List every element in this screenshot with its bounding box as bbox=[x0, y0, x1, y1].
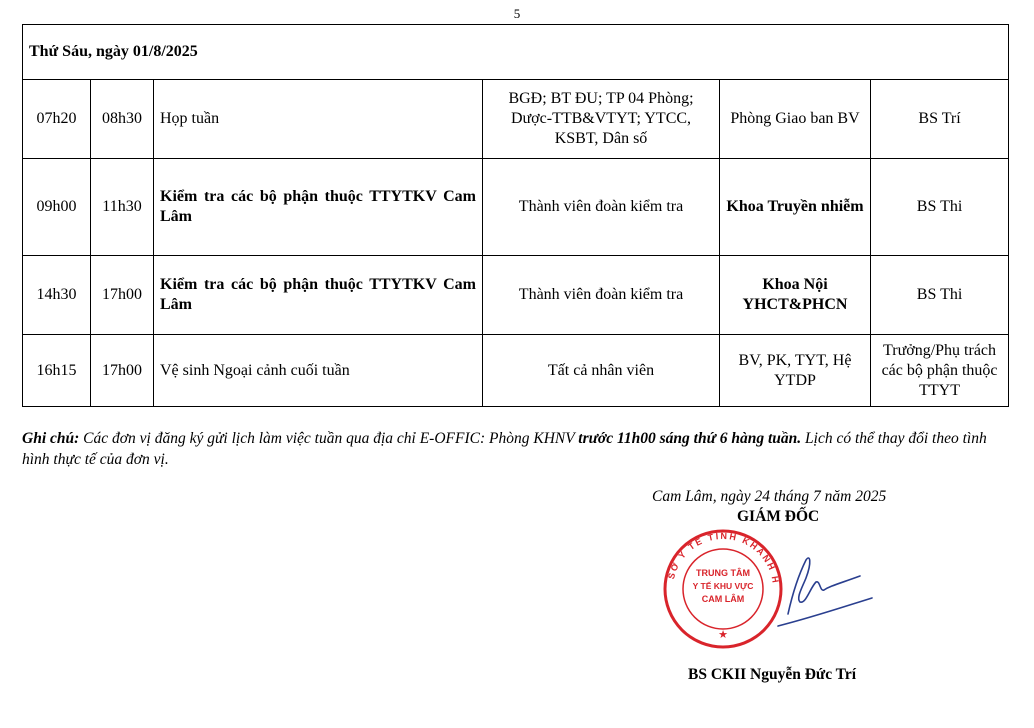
chair-cell: BS Thi bbox=[871, 159, 1009, 256]
signature-title: GIÁM ĐỐC bbox=[737, 508, 820, 525]
official-seal bbox=[660, 526, 781, 647]
end-time: 17h00 bbox=[91, 335, 154, 407]
day-header: Thứ Sáu, ngày 01/8/2025 bbox=[23, 25, 1009, 80]
end-time: 08h30 bbox=[91, 80, 154, 159]
note-deadline: trước 11h00 sáng thứ 6 hàng tuần. bbox=[578, 430, 802, 447]
start-time: 09h00 bbox=[23, 159, 91, 256]
table-row bbox=[23, 335, 1009, 407]
start-time: 14h30 bbox=[23, 256, 91, 335]
location-cell: Khoa Nội YHCT&PHCN bbox=[720, 256, 871, 335]
official-stamp-and-signature bbox=[660, 526, 890, 661]
end-time: 17h00 bbox=[91, 256, 154, 335]
note-paragraph bbox=[22, 428, 1010, 470]
svg-text:CAM LÂM: CAM LÂM bbox=[701, 594, 745, 604]
start-time: 07h20 bbox=[23, 80, 91, 159]
svg-text:SỞ Y TẾ TỈNH KHÁNH HÒA: SỞ Y TẾ TỈNH KHÁNH H bbox=[666, 530, 781, 586]
content-cell: Vệ sinh Ngoại cảnh cuối tuần bbox=[154, 335, 483, 407]
note-label: Ghi chú: bbox=[22, 430, 80, 447]
table-row bbox=[23, 80, 1009, 159]
chair-cell: BS Thi bbox=[871, 256, 1009, 335]
end-time: 11h30 bbox=[91, 159, 154, 256]
signer-name: BS CKII Nguyễn Đức Trí bbox=[688, 666, 857, 683]
svg-text:TRUNG TÂM: TRUNG TÂM bbox=[696, 568, 750, 578]
content-cell: Kiểm tra các bộ phận thuộc TTYTKV Cam Lâm bbox=[154, 256, 483, 335]
participants-cell: Tất cả nhân viên bbox=[483, 335, 720, 407]
location-cell: Phòng Giao ban BV bbox=[720, 80, 871, 159]
content-cell: Họp tuần bbox=[154, 80, 483, 159]
table-row bbox=[23, 256, 1009, 335]
participants-cell: Thành viên đoàn kiểm tra bbox=[483, 256, 720, 335]
start-time: 16h15 bbox=[23, 335, 91, 407]
svg-text:★: ★ bbox=[718, 629, 728, 641]
svg-text:Y TẾ KHU VỰC: Y TẾ KHU VỰC bbox=[692, 581, 754, 591]
location-cell: BV, PK, TYT, Hệ YTDP bbox=[720, 335, 871, 407]
location-cell: Khoa Truyền nhiễm bbox=[720, 159, 871, 256]
signature-place-date: Cam Lâm, ngày 24 tháng 7 năm 2025 bbox=[652, 488, 887, 505]
note-text: Các đơn vị đăng ký gửi lịch làm việc tuần qua địa chỉ E-OFFIC: Phòng KHNV bbox=[79, 430, 579, 447]
content-cell: Kiểm tra các bộ phận thuộc TTYTKV Cam Lâm bbox=[154, 159, 483, 256]
schedule-table bbox=[22, 24, 1009, 407]
handwritten-signature bbox=[778, 558, 872, 626]
chair-cell: Trưởng/Phụ trách các bộ phận thuộc TTYT bbox=[871, 335, 1009, 407]
page-number: 5 bbox=[513, 6, 521, 21]
participants-cell: Thành viên đoàn kiểm tra bbox=[483, 159, 720, 256]
chair-cell: BS Trí bbox=[871, 80, 1009, 159]
table-row bbox=[23, 159, 1009, 256]
day-header-row bbox=[23, 25, 1009, 80]
note-text-after: Lịch có thể thay đổi theo tình hình thực tế của đơn vị. bbox=[22, 430, 987, 468]
participants-cell: BGĐ; BT ĐU; TP 04 Phòng; Dược-TTB&VTYT; YTCC, KSBT, Dân số bbox=[483, 80, 720, 159]
